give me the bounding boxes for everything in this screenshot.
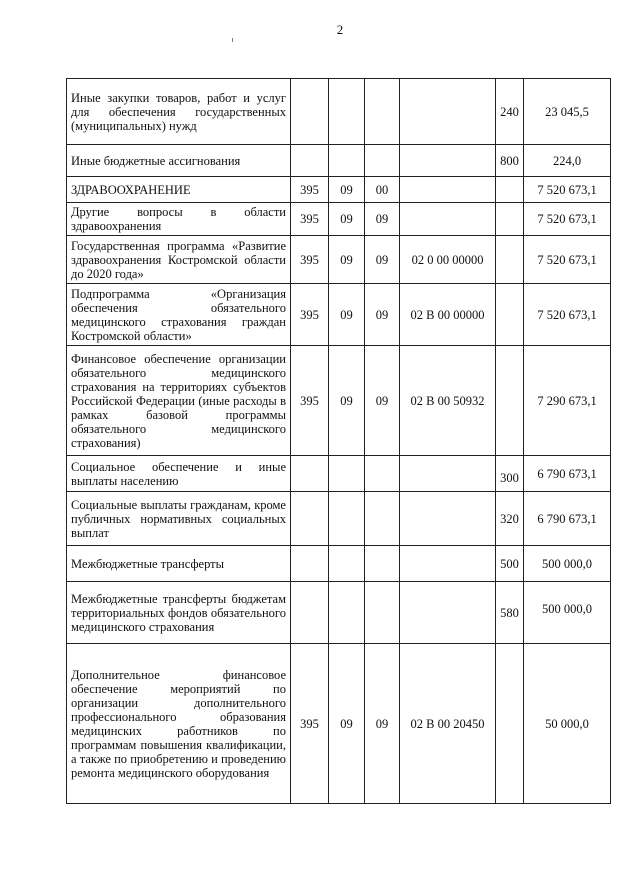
- ministry-code: [291, 456, 329, 492]
- expense-type-code: [496, 644, 524, 804]
- table-row: [67, 79, 611, 145]
- amount: 7 520 673,1: [524, 177, 611, 203]
- section-code: 09: [329, 644, 365, 804]
- section-code: [329, 145, 365, 177]
- ministry-code: 395: [291, 284, 329, 346]
- amount: 23 045,5: [524, 79, 611, 145]
- expense-type-code: [496, 236, 524, 284]
- table-row: [67, 546, 611, 582]
- amount: 7 520 673,1: [524, 284, 611, 346]
- amount: 500 000,0: [524, 582, 611, 644]
- section-code: 09: [329, 177, 365, 203]
- ministry-code: [291, 492, 329, 546]
- target-code: [400, 177, 496, 203]
- subsection-code: [365, 582, 400, 644]
- subsection-code: [365, 456, 400, 492]
- section-code: 09: [329, 284, 365, 346]
- subsection-code: [365, 546, 400, 582]
- ministry-code: [291, 582, 329, 644]
- ministry-code: 395: [291, 346, 329, 456]
- table-row: [67, 284, 611, 346]
- section-code: 09: [329, 236, 365, 284]
- amount: 50 000,0: [524, 644, 611, 804]
- amount: 6 790 673,1: [524, 456, 611, 492]
- target-code: [400, 203, 496, 236]
- section-code: [329, 546, 365, 582]
- row-name: Подпрограмма «Организация обеспечения обязательного медицинского страхования граждан Костромской области»: [67, 284, 291, 346]
- target-code: [400, 456, 496, 492]
- row-name: ЗДРАВООХРАНЕНИЕ: [67, 177, 291, 203]
- budget-table: [66, 78, 611, 804]
- ministry-code: [291, 546, 329, 582]
- row-name: Межбюджетные трансферты бюджетам территориальных фондов обязательного медицинского страхования: [67, 582, 291, 644]
- ministry-code: [291, 145, 329, 177]
- amount: 7 290 673,1: [524, 346, 611, 456]
- scan-speck: [232, 38, 233, 42]
- amount: 500 000,0: [524, 546, 611, 582]
- expense-type-code: [496, 203, 524, 236]
- subsection-code: 09: [365, 284, 400, 346]
- table-row: [67, 456, 611, 492]
- amount: 224,0: [524, 145, 611, 177]
- table-row: [67, 236, 611, 284]
- row-name: Межбюджетные трансферты: [67, 546, 291, 582]
- target-code: [400, 582, 496, 644]
- amount: 7 520 673,1: [524, 236, 611, 284]
- row-name: Государственная программа «Развитие здравоохранения Костромской области до 2020 года»: [67, 236, 291, 284]
- section-code: [329, 582, 365, 644]
- subsection-code: [365, 492, 400, 546]
- target-code: 02 В 00 00000: [400, 284, 496, 346]
- expense-type-code: 580: [496, 582, 524, 644]
- row-name: Иные закупки товаров, работ и услуг для обеспечения государственных (муниципальных) нужд: [67, 79, 291, 145]
- subsection-code: 09: [365, 644, 400, 804]
- expense-type-code: [496, 346, 524, 456]
- subsection-code: 00: [365, 177, 400, 203]
- section-code: [329, 492, 365, 546]
- section-code: [329, 79, 365, 145]
- expense-type-code: 500: [496, 546, 524, 582]
- target-code: [400, 79, 496, 145]
- table-row: [67, 644, 611, 804]
- ministry-code: 395: [291, 177, 329, 203]
- target-code: 02 В 00 20450: [400, 644, 496, 804]
- ministry-code: 395: [291, 644, 329, 804]
- row-name: Дополнительное финансовое обеспечение мероприятий по организации дополнительного профессионального образования медицинских работников по программам повышения квалификации, а также по приобретению и проведению ремонта медицинского оборудования: [67, 644, 291, 804]
- section-code: [329, 456, 365, 492]
- subsection-code: 09: [365, 236, 400, 284]
- subsection-code: [365, 145, 400, 177]
- target-code: [400, 546, 496, 582]
- target-code: 02 0 00 00000: [400, 236, 496, 284]
- table-row: [67, 145, 611, 177]
- expense-type-code: [496, 177, 524, 203]
- table-row: [67, 582, 611, 644]
- row-name: Социальные выплаты гражданам, кроме публичных нормативных социальных выплат: [67, 492, 291, 546]
- section-code: 09: [329, 346, 365, 456]
- target-code: [400, 145, 496, 177]
- ministry-code: 395: [291, 236, 329, 284]
- subsection-code: 09: [365, 346, 400, 456]
- table-row: [67, 492, 611, 546]
- subsection-code: [365, 79, 400, 145]
- ministry-code: [291, 79, 329, 145]
- target-code: 02 В 00 50932: [400, 346, 496, 456]
- table-row: [67, 177, 611, 203]
- table-row: [67, 346, 611, 456]
- expense-type-code: 300: [496, 456, 524, 492]
- expense-type-code: 800: [496, 145, 524, 177]
- target-code: [400, 492, 496, 546]
- subsection-code: 09: [365, 203, 400, 236]
- expense-type-code: [496, 284, 524, 346]
- amount: 6 790 673,1: [524, 492, 611, 546]
- amount: 7 520 673,1: [524, 203, 611, 236]
- row-name: Другие вопросы в области здравоохранения: [67, 203, 291, 236]
- page-number: 2: [336, 22, 344, 37]
- expense-type-code: 240: [496, 79, 524, 145]
- row-name: Финансовое обеспечение организации обязательного медицинского страхования на территориях субъектов Российской Федерации (иные расходы в рамках базовой программы обязательного медицинского страхования): [67, 346, 291, 456]
- table-row: [67, 203, 611, 236]
- ministry-code: 395: [291, 203, 329, 236]
- row-name: Иные бюджетные ассигнования: [67, 145, 291, 177]
- section-code: 09: [329, 203, 365, 236]
- row-name: Социальное обеспечение и иные выплаты населению: [67, 456, 291, 492]
- expense-type-code: 320: [496, 492, 524, 546]
